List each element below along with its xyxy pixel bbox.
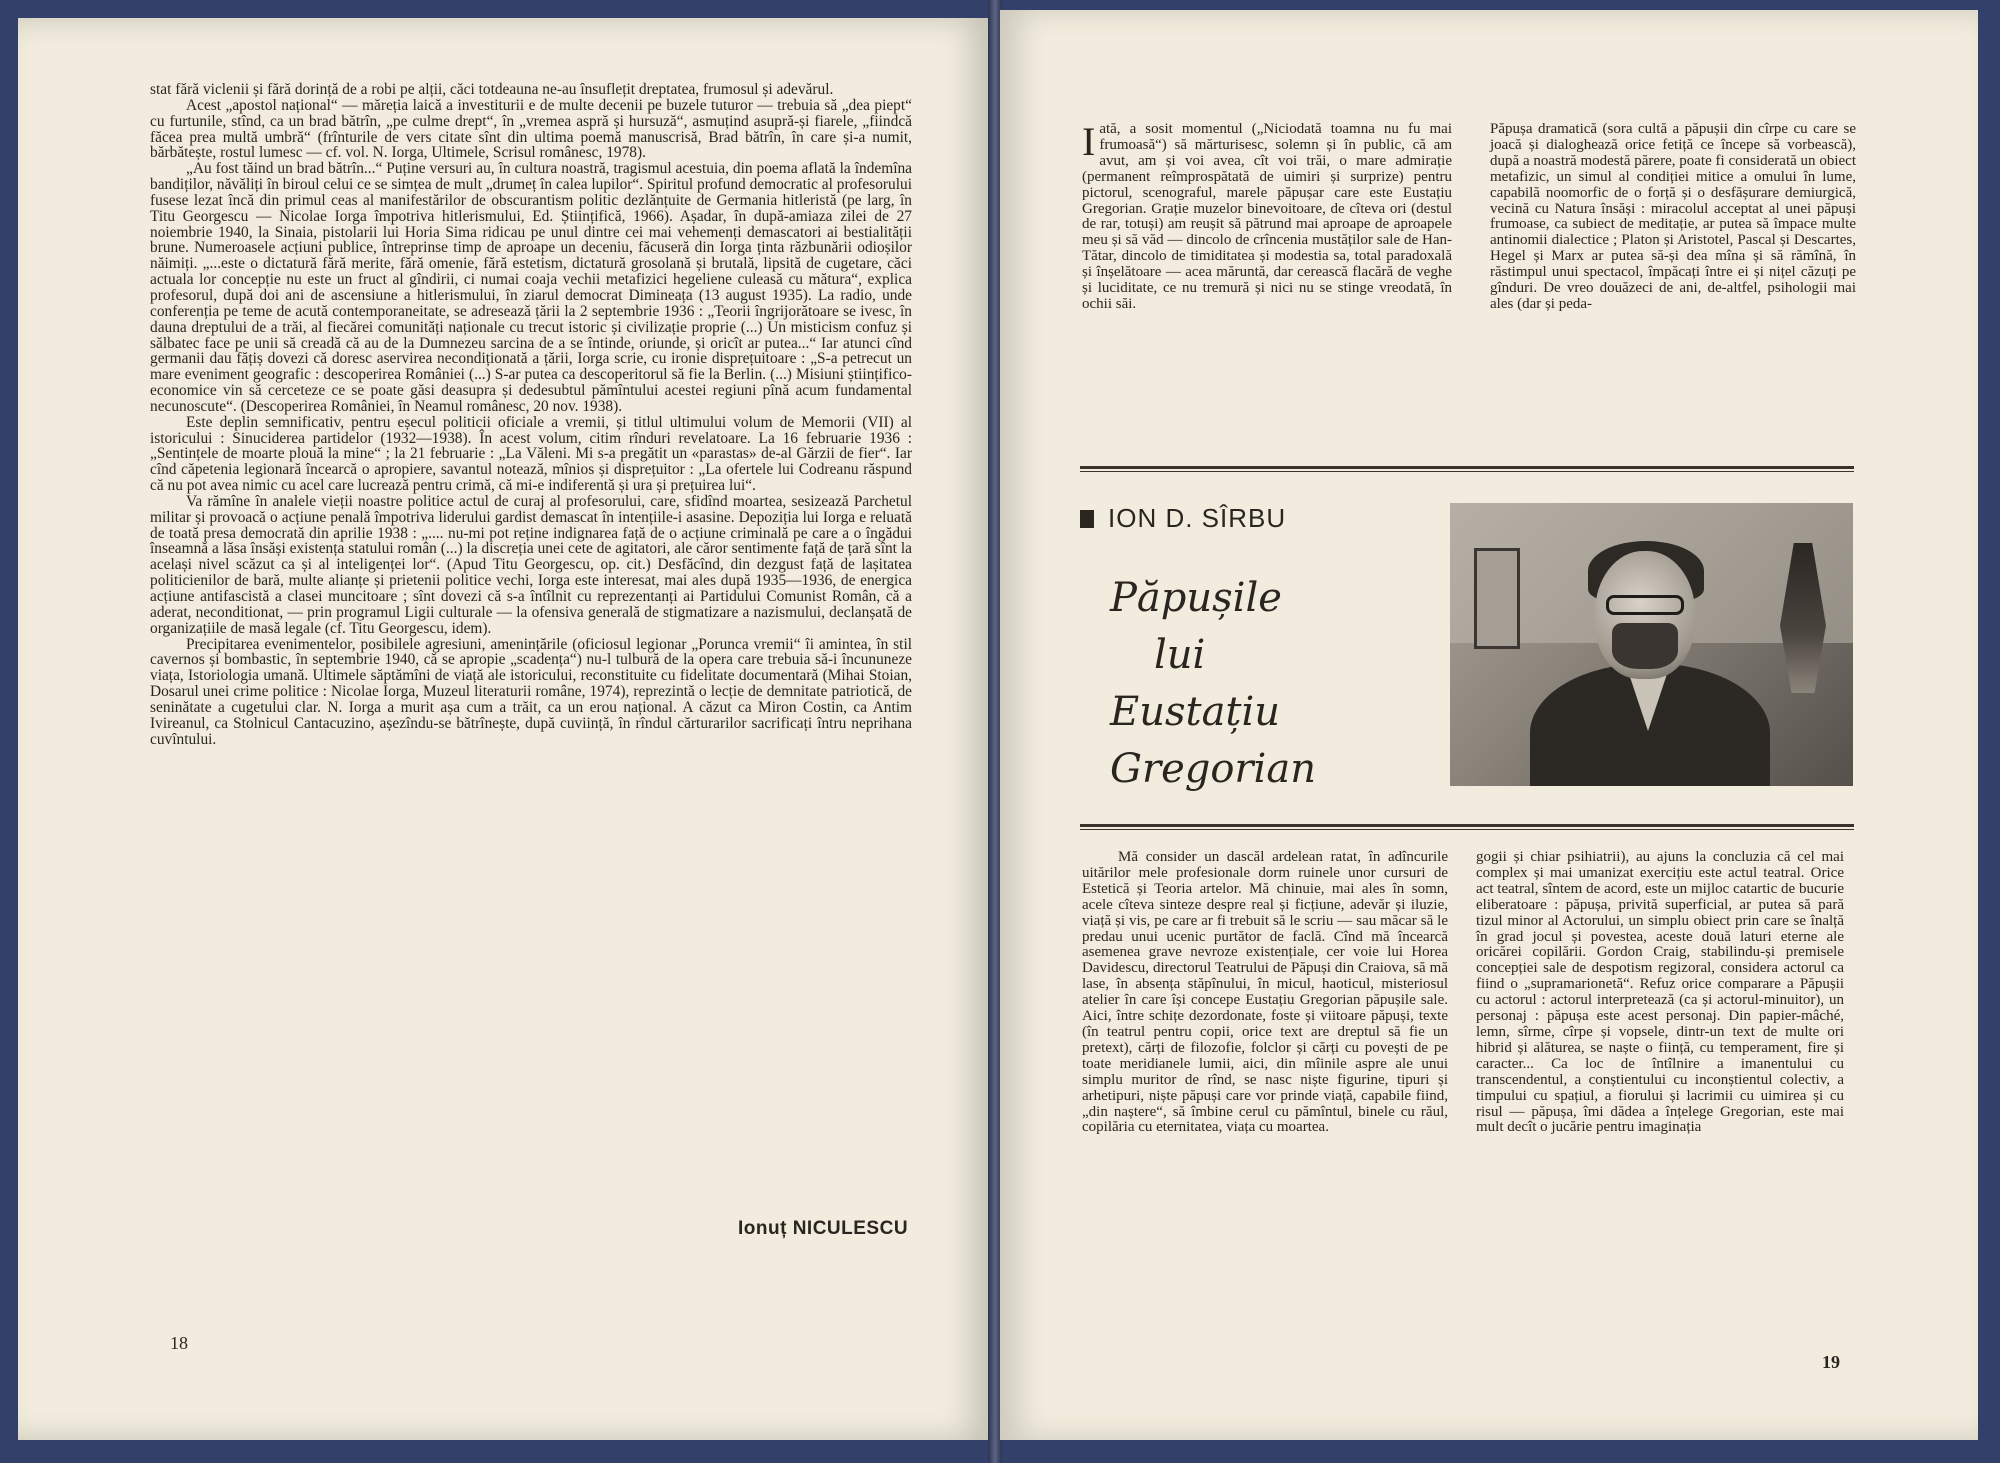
title-line: Păpușile — [1110, 575, 1282, 621]
page-number-left: 18 — [170, 1333, 188, 1353]
divider-rule — [1080, 829, 1854, 830]
intro-text-1: ată, a sosit momentul („Niciodată toamna nu fu mai frumoasă“) să mărturisesc, solemn și în public, că am avut, am și voi avea, cît voi trăi, o mare admirație (permanent reîmprospătată de uimiri și surprize) pentru pictorul, scenograful, marele păpușar care este Eustațiu Gregorian. Grație muzelor binevoitoare, de cîteva ori (destul de rar, totuși) am reușit să pătrund mai aproape de aproapele meu și să văd — dincolo de crîncenia mustăților sale de Han-Tătar, dincolo de timiditatea și modestia sa, total paradoxală și înșelătoare — acea măruntă, dar cerească flacără de veghe și luciditate, ce nu tremură și nici nu se stinge vreodată, în ochii săi. — [1082, 121, 1452, 312]
body-column-2 — [1476, 850, 1844, 1136]
section-author-heading — [1080, 503, 1286, 534]
portrait-photo — [1450, 503, 1853, 786]
section-author: ION D. SÎRBU — [1108, 503, 1287, 533]
paragraph: Mă consider un dascăl ardelean ratat, în adîncurile uitărilor mele profesionale dorm ruinele unor cursuri de Estetică și Teoria artelor. Mă chinuie, mai ales în somn, acele cîteva sinteze despre real și ficțiune, adevăr și iluzie, viață și vis, pe care ar fi trebuit să le scriu — sau măcar să le predau unui ucenic purtător de faclă. Cînd mă încearcă asemenea grave nevroze existențiale, cer voie lui Horea Davidescu, directorul Teatrului de Păpuși din Craiova, să mă lase, în absența stăpînului, în micul, haoticul, misteriosul atelier în care își concepe Eustațiu Gregorian păpușile sale. Aici, între schițe dezordonate, foste și viitoare păpuși, texte (în teatrul pentru copii, orice text are dreptul să fie un pretext), cărți de filozofie, folclor și cărți cu povești de pe toate meridianele lumii, aici, din mîinile aspre ale unui simplu muritor de rînd, se nasc niște figurine, tipuri și arhetipuri, niște păpuși care vor prinde viață, capabile fiind, „din naștere“, să îmbine cerul cu pămîntul, binele cu răul, copilăria cu eternitatea, viața cu moartea. — [1082, 849, 1448, 1136]
title-line: Eustațiu — [1110, 689, 1281, 735]
title-line: Gregorian — [1110, 746, 1316, 792]
paragraph: Este deplin semnificativ, pentru eșecul politicii oficiale a vremii, și titlul ultimului volum de Memorii (VII) al istoricului : Sinuciderea partidelor (1932—1938). În acest volum, citim rînduri revelatoare. La 16 februarie 1936 : „Sentințele de moarte plouă la mine“ ; la 21 februarie : „La Văleni. Mi s-a pregătit un «parastas» de-al Gărzii de fier“. Iar cînd căpetenia legionară încearcă o apropiere, savantul notează, mînios și disprețuitor : „La ofertele lui Codreanu răspund că nu pot avea nimic cu acel care lucrează pentru crimă, că mi-e indiferentă și ura și prețuirea lui“. — [150, 413, 912, 495]
paragraph: „Au fost tăind un brad bătrîn...“ Puține versuri au, în cultura noastră, tragismul acestuia, din poema aflată la îndemîna bandiților, năvăliți în biroul celui ce se simțea de mult „drumeț în calea lupilor“. Spiritul profund democratic al profesorului fusese lezat încă din primul ceas al manifestărilor de obscurantism politic dezlănțuite de Germania hitleristă (pe larg, în Titu Georgescu — Nicolae Iorga împotriva hitlerismului, Ed. Științifică, 1966). Așadar, în după-amiaza zilei de 27 noiembrie 1940, la Sinaia, pistolarii lui Horia Sima ridicau pe unul dintre cei mai vehemenți demascatori ai bestialității brune. Numeroasele acțiuni publice, întreprinse timp de aproape un deceniu, făcuseră din Iorga ținta răzbunării odioșilor năimiți. „...este o dictatură fără merite, fără omenie, fără estetism, dictatură grosolană și brutală, lipsită de cugetare, căci actuala lor concepție nu este un fruct al gîndirii, ci numai coaja vechii metafizici hegeliene culeasă cu mătura“, explica profesorul, după doi ani de ascensiune a hitlerismului, în ziarul democrat Dimineața (13 august 1935). La radio, unde conferențiа pe teme de acută contemporaneitate, se adresează țării la 2 septembrie 1936 : „Teorii îngrijorătoare se ivesc, în dauna dreptului de a trăi, al fiecărei comunități naționale cu trecut istoric și civilizație proprie (...) Un misticism confuz și sălbatec face pe unii să creadă că au de la Dumnezeu sarcina de a se întinde, oriunde, și oricît ar putea...“ Iar atunci cînd germanii dau fățiș dovezi că doresc aservirea necondiționată a țării, Iorga scrie, cu ironie disprețuitoare : „S-a petrecut un mare eveniment geografic : descoperirea României (...) S-ar putea ca descoperitorul să fie la Berlin. (...) Misiuni științifico-economice vin să cerceteze ce se poate găsi deasupra și dedesubtul pămîntului acestei regiuni pînă acum fundamental necunoscute“. (Descoperirea României, în Neamul românesc, 20 nov. 1938). — [150, 160, 912, 415]
paragraph: gogii și chiar psihiatrii), au ajuns la concluzia că cel mai complex și mai umanizat exercițiu este actul teatral. Orice act teatral, sîntem de acord, este un mijloc catartic de bucurie eliberatoare : păpușa, privită superficial, ar putea să pară tizul minor al Actorului, un simplu obiect prin care se înalță în grad jocul și povestea, aceste două laturi eterne ale oricărei copilării. Gordon Craig, stabilindu-și premisele concepției sale de despotism regizoral, considera actorul ca fiind o „supramarionetă“. Refuz orice comparare a Păpușii cu actorul : actorul interpretează (ca și actorul-minuitor), un personaj : păpușa este acest personaj. Din papier-mâché, lemn, sîrme, cîrpe și vopsele, dintr-un text de multe ori hibrid și alăturea, se naște o ființă, cu temperament, fire și caracter... Ca loc de întîlnire a imanentului cu transcendentul, a conștientului cu inconștientul colectiv, a timpului cu spațiul, a fiorului și lacrimii cu uimirea și cu risul — păpușa, îmi dădea a înțelege Gregorian, este mai mult decît o jucărie pentru imaginația — [1476, 849, 1844, 1136]
intro-column-1 — [1082, 119, 1452, 313]
paragraph: stat fără viclenii și fără dorință de a robi pe alții, căci totdeauna ne-au însuflețit dreptatea, frumosul și adevărul. — [150, 81, 834, 98]
intro-column-2 — [1490, 122, 1856, 313]
paragraph: Va rămîne în analele vieții noastre politice actul de curaj al profesorului, care, sfidînd moartea, sesizează Parchetul militar și provoacă o acțiune penală împotriva liderului gardist demascat în intențiile-i asasine. Depoziția lui Iorga e reluată de toată presa democrată din aprilie 1938 : „.... nu-mi pot reține indignarea față de o acțiune criminală pe care a o îngădui înseamnă a lăsa însăși existența statului român (...) la discreția unei cete de agitatori, ale căror sentimente față de țară sînt la același nivel scăzut ca și al inteligenței lor“. (Apud Titu Georgescu, op. cit.) Desfăcînd, din dezgust față de lașitatea politicienilor de bară, multe alianțe și prietenii politice vechi, Iorga este interesat, mai ales după 1935—1936, de energica acțiune antifascistă a clasei muncitoare ; sînt dovezi că s-a întîlnit cu reprezentanți ai Partidului Comunist Român, că a aderat, neconditionat, — prin programul Ligii culturale — la ofensiva generală de stigmatizare a nazismului, declanșată de organizațiile de masă legale (cf. Titu Georgescu, idem). — [150, 492, 912, 637]
divider-rule — [1080, 466, 1854, 469]
article-author: Ionuț NICULESCU — [738, 1218, 909, 1239]
intro-text-2: Păpușa dramatică (sora cultă a păpușii din cîrpe cu care se joacă și dialoghează orice fetiță ce începe să vorbească), după a noastră modestă părere, poate fi considerată un obiect metafizic, un simul al condiției mitice a omului în lume, capabilă noomorfic de o forță și o desfășurare demiurgică, vecină cu Natura însăși : miracolul acceptat al unei păpuși frumoase, ca subiect de meditație, ar putea să împace multe antinomii dialectice ; Platon și Aristotel, Pascal și Descartes, Hegel și Marx ar putea să-și dea mîna și să rămînă, în răstimpul unui spectacol, împăcați între ei și nițel căzuți pe gînduri. De vreo douăzeci de ani, de-altfel, psihologii mai ales (dar și peda- — [1490, 121, 1856, 312]
left-article-text — [150, 82, 912, 747]
body-column-1 — [1082, 850, 1448, 1136]
picture-frame — [1474, 548, 1520, 649]
divider-rule — [1080, 471, 1854, 472]
article-title — [1110, 570, 1316, 798]
square-bullet-icon — [1080, 510, 1094, 528]
divider-rule — [1080, 824, 1854, 827]
paragraph: Acest „apostol național“ — măreția laică a investiturii e de multe decenii pe buzele tuturor — trebuia să „dea piept“ cu furtunile, stînd, ca un brad bătrîn, „pe culme drept“, în „vremea aspră și hursuză“, asmuțind asupră-și fiarele, „fiindcă făcea prea multă umbră“ (frînturile de vers citate sînt din ultima poemă manuscrisă, Brad bătrîn, în care și-a numit, bărbătește, rostul lumesc — cf. vol. N. Iorga, Ultimele, Scrisul românesc, 1978). — [150, 96, 912, 162]
title-line: lui — [1154, 632, 1206, 678]
paragraph: Precipitarea evenimentelor, posibilele agresiuni, amenințările (oficiosul legionar „Porunca vremii“ îi amintea, în stil cavernos și bombastic, în septembrie 1940, că se apropie „scadența“) nu-l tulbură de la opera care trebuia să-i încununeze viața, Istoriologia umană. Ultimele săptămîni de viață ale istoricului, reconstituite cu fidelitate documentară (Mihai Stoian, Dosarul unei crime politice : Nicolae Iorga, Muzeul literaturii române, 1974), reprezintă o lecție de demnitate patriotică, de seninătate a cugetului clar. N. Iorga a murit așa cum a trăit, ca un erou național. A căzut ca Miron Costin, ca Antim Ivireanul, ca Stolnicul Cantacuzino, așezîndu-se bătrînește, după cuviință, în rîndul cărturarilor sacrificați întru neprihana cuvîntului. — [150, 635, 912, 748]
drop-cap: I — [1082, 119, 1096, 164]
page-number-right: 19 — [1822, 1352, 1840, 1372]
